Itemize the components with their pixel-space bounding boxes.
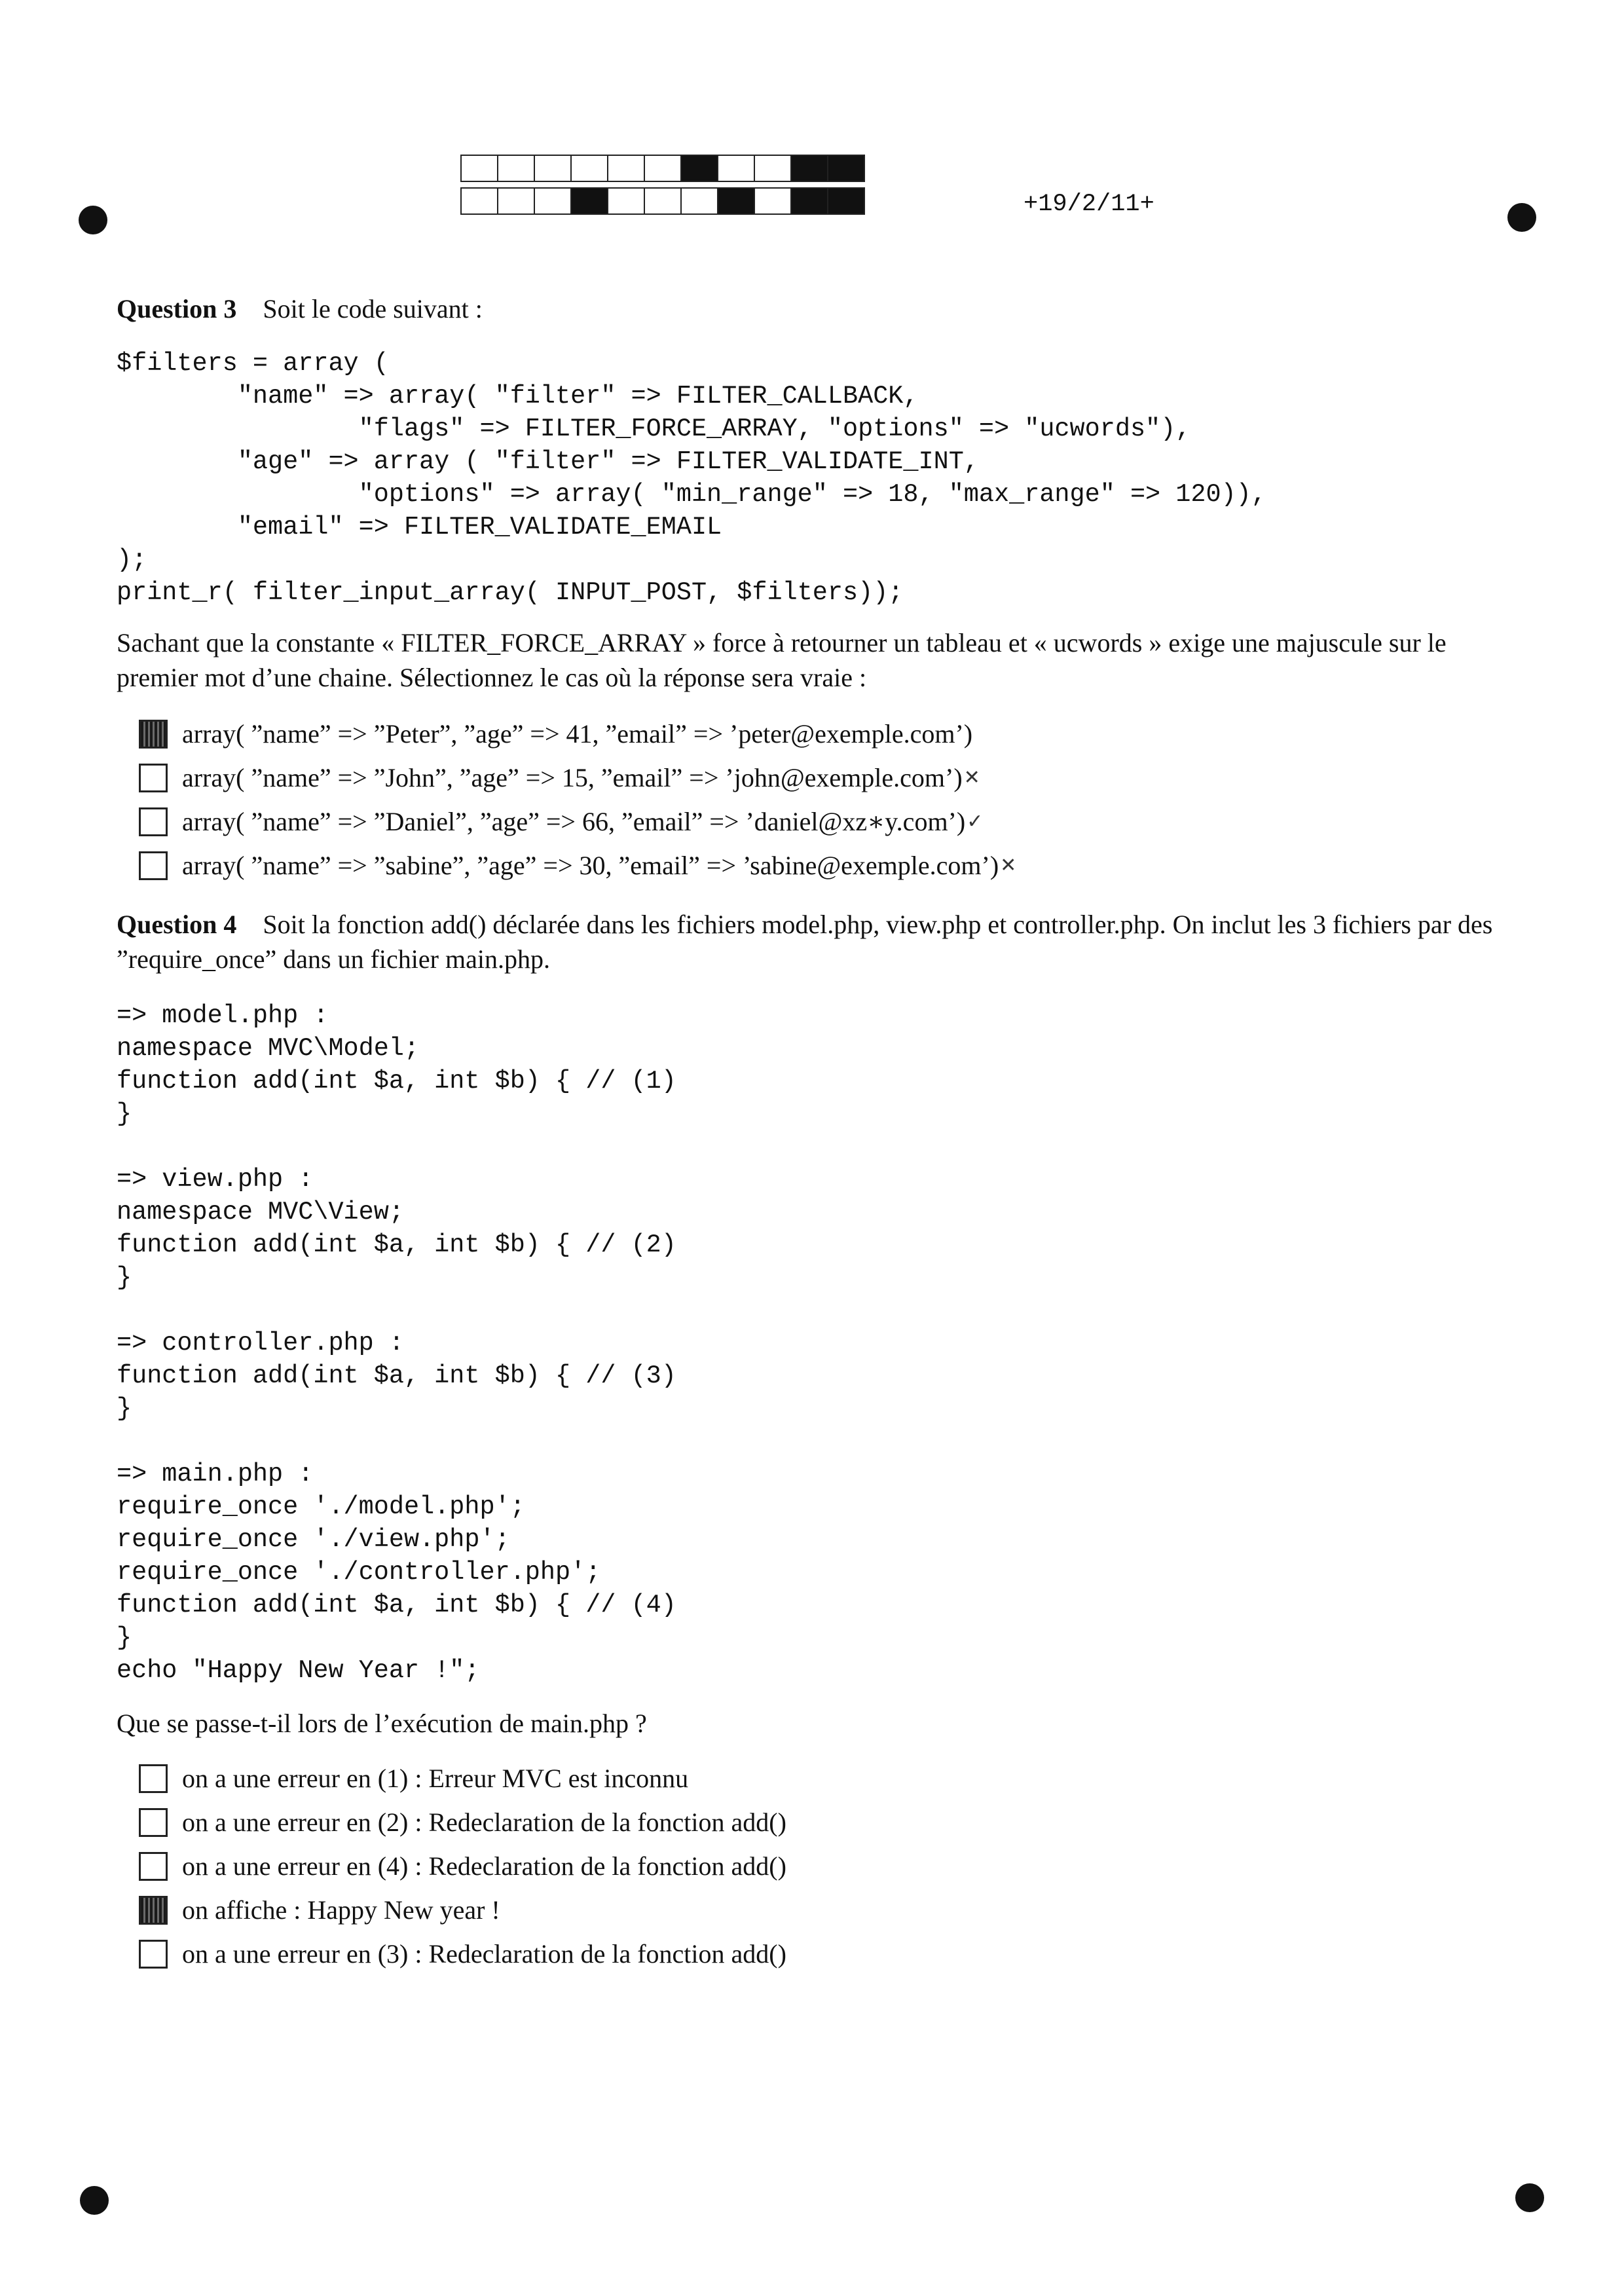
page-code-cell bbox=[460, 155, 498, 182]
answer-checkbox[interactable] bbox=[139, 1808, 168, 1837]
page-code-cell bbox=[570, 187, 608, 215]
question-3-code: $filters = array ( "name" => array( "filter" => FILTER_CALLBACK, "flags" => FILTER_FORCE_ARRAY, "options" => "ucwords"), "age" => array ( "filter" => FILTER_VALIDATE_INT, "options" => array( "min_range" => 18, "max_range" => 120)), "email" => FILTER_VALIDATE_EMAIL ); print_r( filter_input_array( INPUT_POST, $filters)); bbox=[117, 349, 1266, 607]
page-code-cell bbox=[644, 187, 682, 215]
page-code-cell bbox=[607, 155, 645, 182]
question-3-option-3[interactable] bbox=[139, 800, 1016, 843]
answer-checkbox[interactable] bbox=[139, 1764, 168, 1793]
question-3-intro: Soit le code suivant : bbox=[263, 294, 483, 324]
handwritten-cross-mark: ✕ bbox=[963, 767, 980, 788]
question-3-heading bbox=[117, 291, 1518, 326]
question-3-option-4[interactable] bbox=[139, 843, 1016, 887]
answer-label: array( ”name” => ”sabine”, ”age” => 30, ”email” => ’sabine@exemple.com’) bbox=[182, 851, 999, 880]
page-code-cell bbox=[680, 187, 718, 215]
registration-dot-top-left bbox=[79, 206, 107, 234]
question-3-title: Question 3 bbox=[117, 294, 237, 324]
answer-label: on a une erreur en (2) : Redeclaration de la fonction add() bbox=[182, 1807, 786, 1837]
answer-label: on a une erreur en (4) : Redeclaration de la fonction add() bbox=[182, 1851, 786, 1881]
question-4-option-3[interactable] bbox=[139, 1844, 786, 1888]
page-code-cell bbox=[754, 155, 792, 182]
answer-checkbox[interactable] bbox=[139, 764, 168, 792]
page-code-cell bbox=[460, 187, 498, 215]
answer-checkbox[interactable] bbox=[139, 851, 168, 880]
registration-dot-bottom-right bbox=[1515, 2183, 1544, 2212]
page-code-cell bbox=[607, 187, 645, 215]
page-code-cell bbox=[754, 187, 792, 215]
question-4-option-4[interactable] bbox=[139, 1888, 786, 1932]
answer-checkbox[interactable] bbox=[139, 1940, 168, 1969]
question-4-option-2[interactable] bbox=[139, 1800, 786, 1844]
page-code-cell bbox=[497, 187, 535, 215]
handwritten-cross-mark: ✕ bbox=[1000, 855, 1017, 876]
question-4-option-5[interactable] bbox=[139, 1932, 786, 1976]
page-code-cell bbox=[534, 155, 572, 182]
page-code-cell bbox=[717, 187, 755, 215]
answer-label: on a une erreur en (3) : Redeclaration de la fonction add() bbox=[182, 1939, 786, 1969]
answer-checkbox[interactable] bbox=[139, 1852, 168, 1881]
page-id: +19/2/11+ bbox=[1024, 191, 1154, 218]
page-code-cell bbox=[790, 187, 828, 215]
page-code-cell bbox=[827, 187, 865, 215]
answer-label: array( ”name” => ”John”, ”age” => 15, ”email” => ’john@exemple.com’) bbox=[182, 763, 963, 792]
question-4-code: => model.php : namespace MVC\Model; function add(int $a, int $b) { // (1) } => view.php : namespace MVC\View; function add(int $a, int $b) { // (2) } => controller.php : function add(int $a, int $b) { // (3) } => main.php : require_once './model.php'; require_once './view.php'; require_once './controller.php'; function add(int $a, int $b) { // (4) } echo "Happy New Year !"; bbox=[117, 1001, 676, 1685]
question-4-options bbox=[139, 1756, 786, 1976]
page-code-cell bbox=[827, 155, 865, 182]
registration-dot-top-right bbox=[1507, 203, 1536, 232]
answer-checkbox[interactable] bbox=[139, 1896, 168, 1925]
handwritten-check-mark: ✓ bbox=[967, 811, 984, 832]
page-code-cell bbox=[534, 187, 572, 215]
question-3-option-1[interactable] bbox=[139, 712, 1016, 756]
page-code-cell bbox=[790, 155, 828, 182]
page-code-cell bbox=[644, 155, 682, 182]
registration-dot-bottom-left bbox=[80, 2186, 109, 2215]
answer-label: on affiche : Happy New year ! bbox=[182, 1895, 500, 1925]
page-code-row-1 bbox=[460, 155, 864, 182]
answer-checkbox[interactable] bbox=[139, 720, 168, 749]
question-4-title: Question 4 bbox=[117, 910, 237, 939]
page-code-cell bbox=[497, 155, 535, 182]
question-3-options bbox=[139, 712, 1016, 887]
page-code-row-2 bbox=[460, 187, 864, 215]
question-3-option-2[interactable] bbox=[139, 756, 1016, 800]
page-code-cell bbox=[570, 155, 608, 182]
question-3-statement: Sachant que la constante « FILTER_FORCE_ARRAY » force à retourner un tableau et « ucwords » exige une majuscule sur le premier mot d’une chaine. Sélectionnez le cas où la réponse sera vraie : bbox=[117, 628, 1447, 692]
page-code-cell bbox=[680, 155, 718, 182]
question-4-intro: Soit la fonction add() déclarée dans les fichiers model.php, view.php et controller.php. On inclut les 3 fichiers par des ”require_once” dans un fichier main.php. bbox=[117, 910, 1493, 974]
answer-label: array( ”name” => ”Peter”, ”age” => 41, ”email” => ’peter@exemple.com’) bbox=[182, 719, 973, 749]
answer-label: on a une erreur en (1) : Erreur MVC est inconnu bbox=[182, 1764, 689, 1793]
question-4-option-1[interactable] bbox=[139, 1756, 786, 1800]
answer-checkbox[interactable] bbox=[139, 807, 168, 836]
answer-label: array( ”name” => ”Daniel”, ”age” => 66, ”email” => ’daniel@xz∗y.com’) bbox=[182, 807, 966, 836]
question-4-question: Que se passe-t-il lors de l’exécution de main.php ? bbox=[117, 1709, 647, 1738]
question-4-heading bbox=[117, 907, 1518, 976]
page-code-cell bbox=[717, 155, 755, 182]
